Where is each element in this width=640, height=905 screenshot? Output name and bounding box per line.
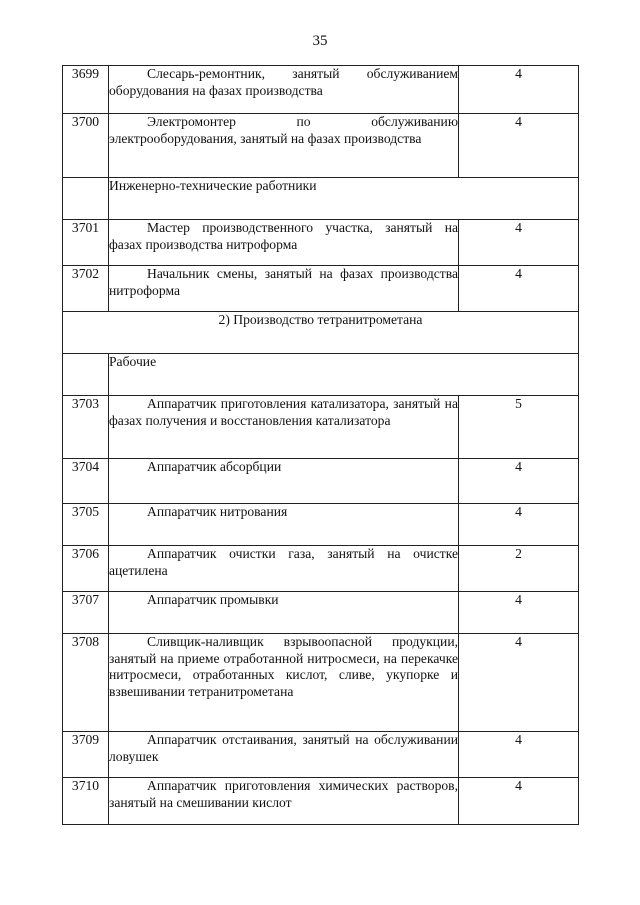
- occupation-text: Электромонтер по обслуживанию электрооборудования, занятый на фазах производства: [109, 114, 458, 146]
- row-occupation-name: [109, 266, 459, 312]
- table-row: [63, 266, 579, 312]
- row-code: 3706: [63, 546, 109, 592]
- table-row: [63, 354, 579, 396]
- section-heading: Рабочие: [109, 354, 579, 396]
- row-value: 2: [459, 546, 579, 592]
- occupation-text: Начальник смены, занятый на фазах производства нитроформа: [109, 266, 458, 298]
- row-code: 3699: [63, 66, 109, 114]
- occupation-text: Аппаратчик приготовления катализатора, занятый на фазах получения и восстановления катализатора: [109, 396, 458, 428]
- row-value: 4: [459, 66, 579, 114]
- subsection-heading: 2) Производство тетранитрометана: [63, 312, 579, 354]
- page-number: 35: [312, 33, 328, 49]
- occupation-text: Мастер производственного участка, занятый на фазах производства нитроформа: [109, 220, 458, 252]
- table-body: [63, 66, 579, 825]
- row-occupation-name: [109, 592, 459, 634]
- table-row: [63, 592, 579, 634]
- row-code: 3703: [63, 396, 109, 459]
- row-occupation-name: [109, 732, 459, 778]
- table-row: [63, 634, 579, 732]
- row-code: 3710: [63, 778, 109, 825]
- row-occupation-name: [109, 504, 459, 546]
- table-row: [63, 178, 579, 220]
- row-value: 4: [459, 634, 579, 732]
- row-occupation-name: [109, 66, 459, 114]
- occupation-text: Аппаратчик очистки газа, занятый на очистке ацетилена: [109, 546, 458, 578]
- table-row: [63, 220, 579, 266]
- row-value: 4: [459, 266, 579, 312]
- row-code: 3705: [63, 504, 109, 546]
- row-occupation-name: [109, 634, 459, 732]
- row-occupation-name: [109, 546, 459, 592]
- row-value: 4: [459, 732, 579, 778]
- table-row: [63, 504, 579, 546]
- row-code: 3707: [63, 592, 109, 634]
- occupation-text: Аппаратчик нитрования: [147, 504, 288, 519]
- occupations-table: [62, 65, 579, 825]
- section-heading: Инженерно-технические работники: [109, 178, 579, 220]
- table-row: [63, 778, 579, 825]
- occupation-text: Сливщик-наливщик взрывоопасной продукции, занятый на приеме отработанной нитросмеси, на перекачке нитросмеси, отработанных кислот, сливе, укупорке и взвешивании тетранитрометана: [109, 634, 458, 699]
- row-value: 4: [459, 220, 579, 266]
- row-code: 3700: [63, 114, 109, 178]
- table-row: [63, 396, 579, 459]
- table-row: [63, 66, 579, 114]
- row-occupation-name: [109, 114, 459, 178]
- row-code: 3708: [63, 634, 109, 732]
- row-value: 4: [459, 504, 579, 546]
- row-code: 3701: [63, 220, 109, 266]
- table-row: [63, 732, 579, 778]
- row-occupation-name: [109, 220, 459, 266]
- row-value: 5: [459, 396, 579, 459]
- row-code: 3709: [63, 732, 109, 778]
- row-code-empty: [63, 354, 109, 396]
- row-code: 3704: [63, 459, 109, 504]
- row-value: 4: [459, 114, 579, 178]
- table-row: [63, 312, 579, 354]
- table-row: [63, 114, 579, 178]
- table-row: [63, 546, 579, 592]
- occupation-text: Аппаратчик абсорбции: [147, 459, 282, 474]
- occupation-text: Слесарь-ремонтник, занятый обслуживанием оборудования на фазах производства: [109, 66, 458, 98]
- row-occupation-name: [109, 396, 459, 459]
- row-occupation-name: [109, 778, 459, 825]
- row-occupation-name: [109, 459, 459, 504]
- occupation-text: Аппаратчик отстаивания, занятый на обслуживании ловушек: [109, 732, 458, 764]
- table-row: [63, 459, 579, 504]
- row-value: 4: [459, 592, 579, 634]
- row-code: 3702: [63, 266, 109, 312]
- row-value: 4: [459, 459, 579, 504]
- occupation-text: Аппаратчик промывки: [147, 592, 279, 607]
- row-value: 4: [459, 778, 579, 825]
- occupation-text: Аппаратчик приготовления химических растворов, занятый на смешивании кислот: [109, 778, 458, 810]
- row-code-empty: [63, 178, 109, 220]
